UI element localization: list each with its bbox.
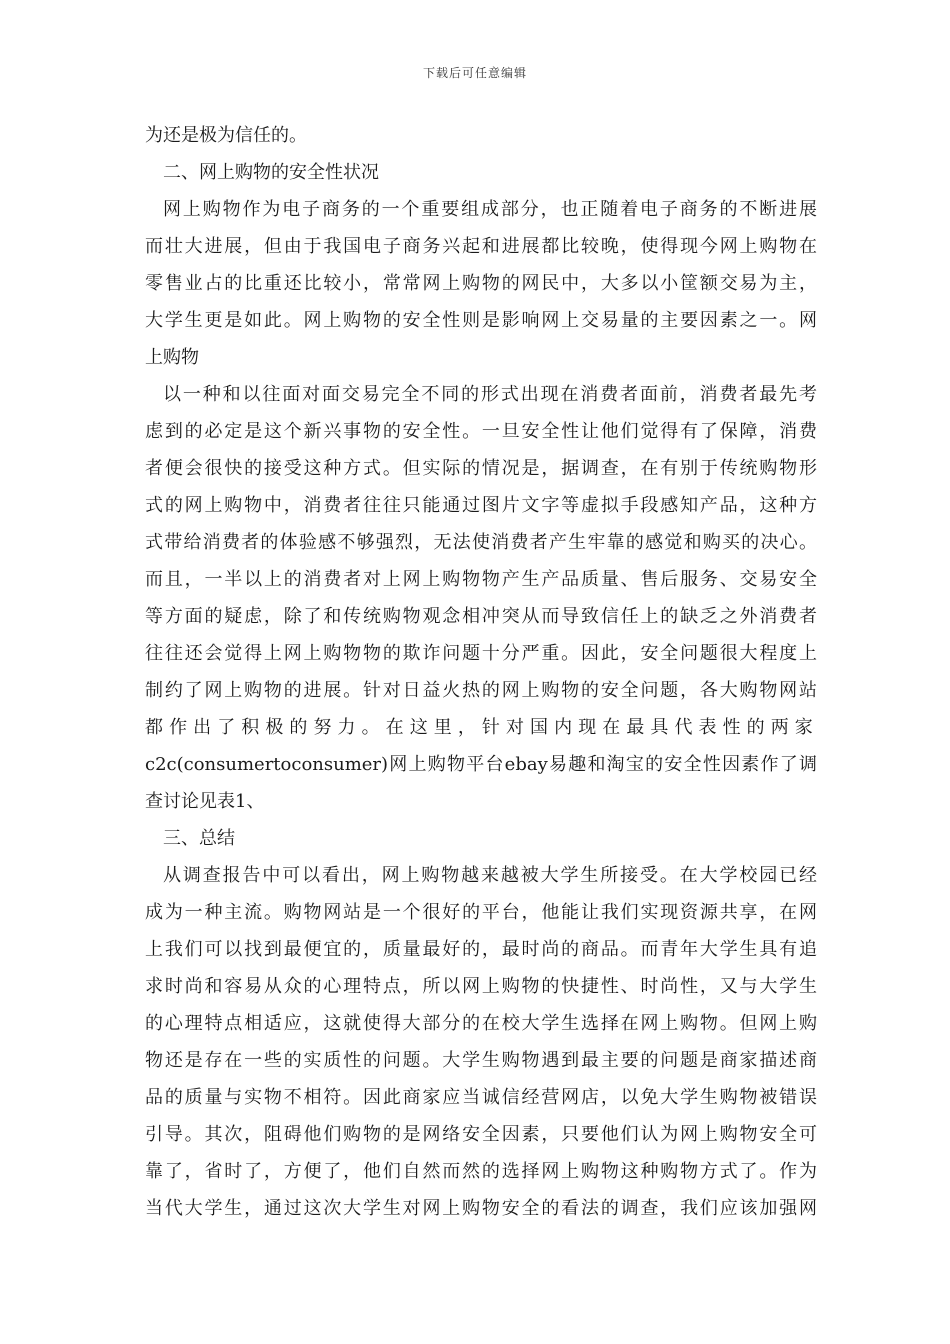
text-line: 靠了，省时了，方便了，他们自然而然的选择网上购物这种购物方式了。作为 bbox=[145, 1161, 817, 1182]
text-line: 以一种和以往面对面交易完全不同的形式出现在消费者面前，消费者最先考 bbox=[163, 384, 817, 405]
page-header: 下载后可任意编辑 bbox=[422, 66, 527, 80]
text-line: 当代大学生，通过这次大学生对网上购物安全的看法的调查，我们应该加强网 bbox=[145, 1198, 817, 1219]
text-line: 品的质量与实物不相符。因此商家应当诚信经营网店，以免大学生购物被错误 bbox=[145, 1087, 817, 1108]
text-line: 为还是极为信任的。 bbox=[145, 125, 307, 146]
text-line: 上我们可以找到最便宜的，质量最好的，最时尚的商品。而青年大学生具有追 bbox=[145, 939, 817, 960]
text-line: 求时尚和容易从众的心理特点，所以网上购物的快捷性、时尚性，又与大学生 bbox=[145, 976, 817, 997]
text-line: 上购物 bbox=[145, 347, 199, 368]
text-line: 成为一种主流。购物网站是一个很好的平台，他能让我们实现资源共享，在网 bbox=[145, 902, 817, 923]
text-line: 引导。其次，阻碍他们购物的是网络安全因素，只要他们认为网上购物安全可 bbox=[145, 1124, 817, 1145]
text-line: 虑到的必定是这个新兴事物的安全性。一旦安全性让他们觉得有了保障，消费 bbox=[145, 421, 817, 442]
text-line: 查讨论见表1、 bbox=[145, 791, 265, 812]
text-line: 等方面的疑虑，除了和传统购物观念相冲突从而导致信任上的缺乏之外消费者 bbox=[145, 606, 817, 627]
text-line: 从调查报告中可以看出，网上购物越来越被大学生所接受。在大学校园已经 bbox=[163, 865, 817, 886]
text-line: 的心理特点相适应，这就使得大部分的在校大学生选择在网上购物。但网上购 bbox=[145, 1013, 817, 1034]
text-line: 大学生更是如此。网上购物的安全性则是影响网上交易量的主要因素之一。网 bbox=[145, 310, 817, 331]
section-heading: 三、总结 bbox=[163, 828, 235, 849]
text-line: 式带给消费者的体验感不够强烈，无法使消费者产生牢靠的感觉和购买的决心。 bbox=[145, 532, 817, 553]
text-line: 者便会很快的接受这种方式。但实际的情况是，据调查，在有别于传统购物形 bbox=[145, 458, 817, 479]
document-body bbox=[145, 117, 817, 1227]
text-line: 而且，一半以上的消费者对上网上购物物产生产品质量、售后服务、交易安全 bbox=[145, 569, 817, 590]
section-heading: 二、网上购物的安全性状况 bbox=[163, 162, 379, 183]
text-line: 往往还会觉得上网上购物物的欺诈问题十分严重。因此，安全问题很大程度上 bbox=[145, 643, 817, 664]
text-line: 制约了网上购物的进展。针对日益火热的网上购物的安全问题，各大购物网站 bbox=[145, 680, 817, 701]
text-line: 而壮大进展，但由于我国电子商务兴起和进展都比较晚，使得现今网上购物在 bbox=[145, 236, 817, 257]
text-line: 式的网上购物中，消费者往往只能通过图片文字等虚拟手段感知产品，这种方 bbox=[145, 495, 817, 516]
text-line: 物还是存在一些的实质性的问题。大学生购物遇到最主要的问题是商家描述商 bbox=[145, 1050, 817, 1071]
text-line: c2c(consumertoconsumer)网上购物平台ebay易趣和淘宝的安全性因素作了调 bbox=[145, 754, 817, 775]
text-line: 网上购物作为电子商务的一个重要组成部分，也正随着电子商务的不断进展 bbox=[163, 199, 817, 220]
text-line: 都作出了积极的努力。在这里，针对国内现在最具代表性的两家 bbox=[145, 717, 817, 738]
text-line: 零售业占的比重还比较小，常常网上购物的网民中，大多以小筐额交易为主， bbox=[145, 273, 817, 294]
